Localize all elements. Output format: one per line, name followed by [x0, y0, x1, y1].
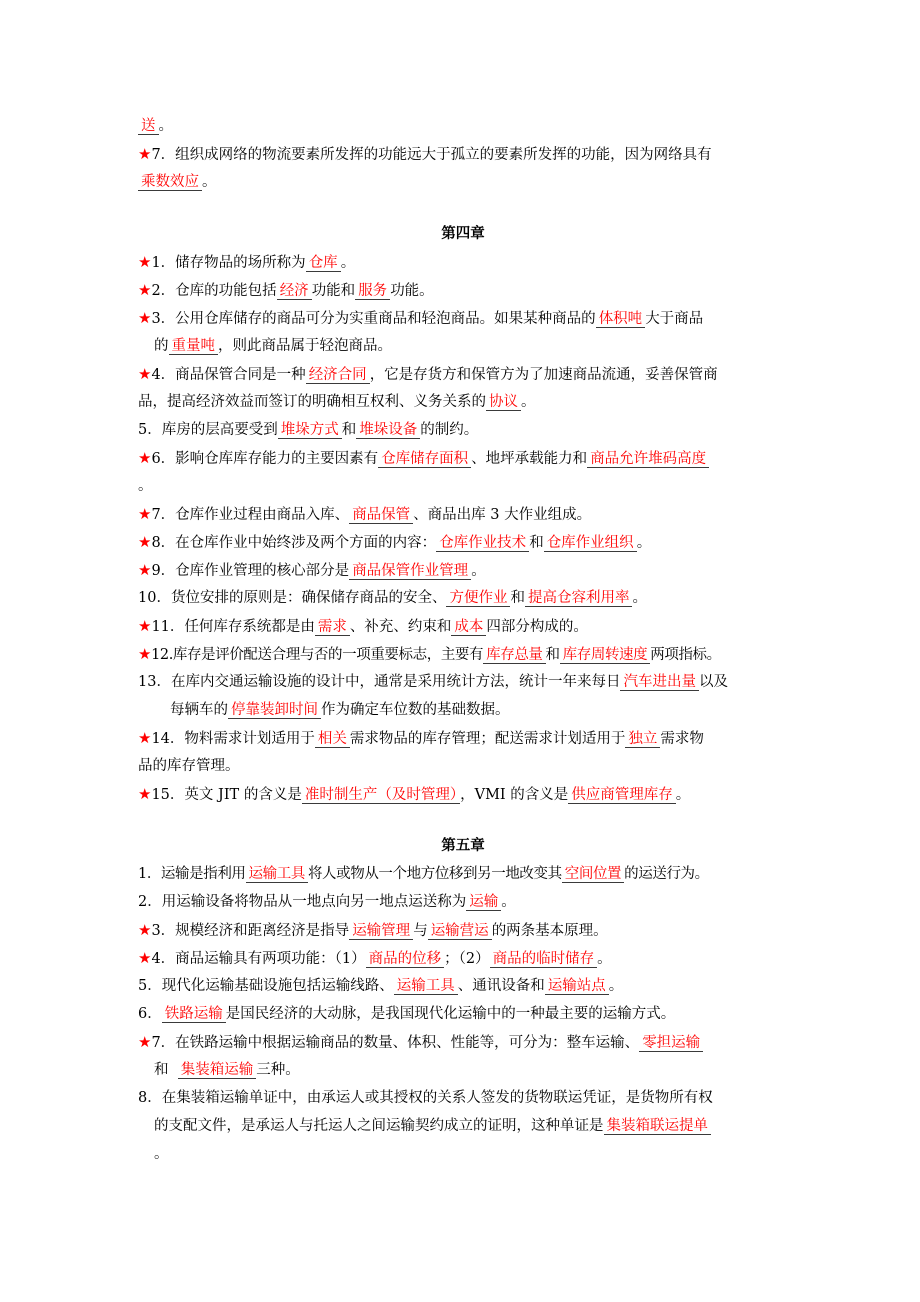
- answer-blank: 商品保管: [349, 507, 413, 524]
- text: 。: [632, 590, 647, 606]
- answer-blank: 经济合同: [306, 367, 370, 384]
- ch5-item-4: [138, 944, 788, 972]
- ch4-item-3-cont: [138, 332, 788, 360]
- ch4-item-9: [138, 556, 788, 584]
- text: 。: [675, 787, 691, 803]
- text: 8．在集装箱运输单证中，由承运人或其授权的关系人签发的货物联运凭证，是货物所有权: [138, 1090, 713, 1106]
- answer-blank: 集装箱联运提单: [604, 1118, 712, 1135]
- star-icon: ★: [138, 281, 152, 299]
- text: 。: [597, 951, 612, 967]
- text: 3．规模经济和距离经济是指导: [151, 923, 350, 939]
- text: 7．在铁路运输中根据运输商品的数量、体积、性能等，可分为：整车运输、: [151, 1035, 640, 1051]
- text: 4．商品运输具有两项功能：（1）: [151, 951, 366, 967]
- answer-blank: 相关: [315, 731, 350, 748]
- text: 。: [340, 255, 356, 271]
- star-icon: ★: [138, 365, 152, 383]
- answer-blank: 仓库作业技术: [436, 535, 529, 552]
- star-icon: ★: [138, 533, 152, 551]
- answer-blank: 供应商管理库存: [568, 787, 676, 804]
- text: 以及: [698, 674, 728, 690]
- text: 的支配文件，是承运人与托运人之间运输契约成立的证明，这种单证是: [154, 1118, 604, 1134]
- ch4-item-7: [138, 500, 788, 528]
- text: 和: [510, 590, 525, 606]
- answer-blank: 运输站点: [545, 978, 609, 995]
- text: 2．用运输设备将物品从一地点向另一地点运送称为: [138, 894, 467, 910]
- ch4-item-13-cont: [138, 696, 788, 724]
- answer-blank: 独立: [625, 731, 660, 748]
- star-icon: ★: [138, 505, 152, 523]
- answer-blank: 停靠装卸时间: [228, 702, 321, 719]
- answer-blank: 堆垛方式: [278, 422, 342, 439]
- text: 9．仓库作业管理的核心部分是: [151, 563, 350, 579]
- text: 的两条基本原理。: [491, 923, 608, 939]
- star-icon: ★: [138, 253, 152, 271]
- answer-blank: 方便作业: [446, 590, 510, 607]
- text: 10．货位安排的原则是：确保储存商品的安全、: [138, 590, 447, 606]
- text: 、商品出库 3 大作业组成。: [413, 507, 592, 523]
- answer-blank: 零担运输: [639, 1035, 703, 1052]
- text: 。: [608, 978, 624, 994]
- star-icon: ★: [138, 449, 152, 467]
- text: 。: [158, 118, 173, 134]
- text: 6．: [138, 1006, 162, 1022]
- ch4-item-4: [138, 360, 788, 388]
- text: 的: [154, 338, 169, 354]
- text: 12.库存是评价配送合理与否的一项重要标志，主要有: [151, 647, 484, 663]
- star-icon: ★: [138, 145, 152, 163]
- text: 和: [341, 422, 357, 438]
- answer-blank: 运输营运: [428, 923, 492, 940]
- star-icon: ★: [138, 309, 152, 327]
- answer-blank: 体积吨: [596, 311, 646, 328]
- text: 每辆车的: [170, 702, 228, 718]
- star-icon: ★: [138, 645, 152, 663]
- ch5-item-3: [138, 916, 788, 944]
- text: 。: [636, 535, 652, 551]
- text: 4．商品保管合同是一种: [151, 367, 306, 383]
- text: 。: [471, 563, 486, 579]
- text: 和: [154, 1062, 169, 1078]
- text: 、补充、约束和: [349, 619, 452, 635]
- answer-blank: 需求: [315, 619, 350, 636]
- text: 2．仓库的功能包括: [151, 283, 277, 299]
- ch5-item-1: [138, 860, 788, 888]
- text: 的运送行为。: [624, 866, 709, 882]
- continuation-line: [138, 112, 788, 140]
- text: 1．运输是指利用: [138, 866, 246, 882]
- ch5-item-8-cont: [138, 1112, 788, 1140]
- text: 功能和: [311, 283, 356, 299]
- answer-blank: 库存总量: [483, 647, 545, 664]
- text: 的制约。: [420, 422, 479, 438]
- text: 和: [529, 535, 544, 551]
- ch5-item-7-cont: [138, 1056, 788, 1084]
- ch5-item-5: [138, 972, 788, 1000]
- ch4-item-10: [138, 584, 788, 612]
- text: 7．组织成网络的物流要素所发挥的功能远大于孤立的要素所发挥的功能，因为网络具有: [151, 147, 712, 163]
- answer-blank: 商品的位移: [366, 951, 445, 968]
- ch4-item-3: [138, 304, 788, 332]
- text: 。: [202, 174, 217, 190]
- answer-blank: 提高仓容利用率: [525, 590, 633, 607]
- text: ；（2）: [444, 951, 490, 967]
- answer-blank: 送: [138, 118, 159, 135]
- star-icon: ★: [138, 785, 152, 803]
- answer-blank: 运输: [466, 894, 501, 911]
- answer-blank: 空间位置: [562, 866, 624, 883]
- text: 将人或物从一个地方位移到另一地改变其: [307, 866, 562, 882]
- ch4-item-5: [138, 416, 788, 444]
- text: 需求物: [660, 731, 704, 747]
- ch4-item-1: [138, 248, 788, 276]
- text: 13．在库内交通运输设施的设计中，通常是采用统计方法，统计一年来每日: [138, 674, 621, 690]
- answer-blank: 商品保管作业管理: [349, 563, 471, 580]
- text: 8．在仓库作业中始终涉及两个方面的内容：: [151, 535, 437, 551]
- chapter-4-title: 第四章: [441, 226, 485, 242]
- text: 5．库房的层高要受到: [138, 422, 278, 438]
- star-icon: ★: [138, 729, 152, 747]
- ch4-item-12: [138, 640, 788, 668]
- ch4-item-2: [138, 276, 788, 304]
- text: 、地坪承载能力和: [471, 451, 588, 467]
- ch4-item-6-cont: [138, 472, 788, 500]
- text: 。: [521, 394, 536, 410]
- answer-blank: 铁路运输: [162, 1006, 226, 1023]
- ch4-item-11: [138, 612, 788, 640]
- text: 。: [138, 478, 153, 494]
- text: 三种。: [256, 1062, 300, 1078]
- ch5-item-8: [138, 1084, 788, 1112]
- answer-blank: 成本: [451, 619, 486, 636]
- answer-blank: 商品允许堆码高度: [587, 451, 709, 468]
- text: ，VMI 的含义是: [460, 787, 569, 803]
- text: 大于商品: [645, 311, 704, 327]
- ch4-item-14: [138, 724, 788, 752]
- text: ，它是存货方和保管方为了加速商品流通，妥善保管商: [369, 367, 718, 383]
- text: 、通讯设备和: [457, 978, 545, 994]
- text: ，则此商品属于轻泡商品。: [218, 338, 392, 354]
- text: 品，提高经济效益而签订的明确相互权利、义务关系的: [138, 394, 486, 410]
- answer-blank: 运输管理: [349, 923, 413, 940]
- answer-blank: 服务: [355, 283, 390, 300]
- text: 7．仓库作业过程由商品入库、: [151, 507, 350, 523]
- chapter-5-title: 第五章: [441, 838, 485, 854]
- text: 15．英文 JIT 的含义是: [151, 787, 302, 803]
- answer-blank: 运输工具: [394, 978, 458, 995]
- text: 14．物料需求计划适用于: [151, 731, 315, 747]
- answer-blank: 重量吨: [169, 338, 219, 355]
- ch4-item-6: [138, 444, 788, 472]
- text: 和: [545, 647, 560, 663]
- star-icon: ★: [138, 949, 152, 967]
- ch5-item-2: [138, 888, 788, 916]
- ch3-item-7: [138, 140, 788, 168]
- text: 。: [154, 1146, 169, 1162]
- text: 四部分构成的。: [486, 619, 588, 635]
- ch4-item-8: [138, 528, 788, 556]
- answer-blank: 仓库作业组织: [544, 535, 637, 552]
- text: 两项指标。: [650, 647, 721, 663]
- text: 11．任何库存系统都是由: [151, 619, 315, 635]
- ch4-item-13: [138, 668, 788, 696]
- star-icon: ★: [138, 617, 152, 635]
- text: 5．现代化运输基础设施包括运输线路、: [138, 978, 394, 994]
- text: 品的库存管理。: [138, 758, 240, 774]
- answer-blank: 经济: [277, 283, 312, 300]
- answer-blank: 准时制生产（及时管理）: [302, 787, 460, 804]
- text: 6．影响仓库库存能力的主要因素有: [151, 451, 379, 467]
- text: 。: [501, 894, 516, 910]
- answer-blank: 堆垛设备: [356, 422, 420, 439]
- ch4-item-15: [138, 780, 788, 808]
- text: 作为确定车位数的基础数据。: [321, 702, 510, 718]
- ch5-item-8-cont2: [138, 1140, 788, 1168]
- answer-blank: 运输工具: [246, 866, 308, 883]
- answer-blank: 库存周转速度: [560, 647, 651, 664]
- answer-blank: 集装箱运输: [178, 1062, 257, 1079]
- answer-blank: 汽车进出量: [620, 674, 699, 691]
- text: 功能。: [390, 283, 434, 299]
- answer-blank: 仓库储存面积: [378, 451, 471, 468]
- text: 1．储存物品的场所称为: [151, 255, 306, 271]
- ch5-item-7: [138, 1028, 788, 1056]
- ch3-item-7-cont: [138, 168, 788, 196]
- answer-blank: 商品的临时储存: [490, 951, 598, 968]
- text: 是国民经济的大动脉，是我国现代化运输中的一种最主要的运输方式。: [225, 1006, 676, 1022]
- document-body: [138, 112, 788, 1168]
- ch4-item-4-cont: [138, 388, 788, 416]
- answer-blank: 仓库: [306, 255, 341, 272]
- text: 与: [413, 923, 428, 939]
- star-icon: ★: [138, 1033, 152, 1051]
- text: 需求物品的库存管理；配送需求计划适用于: [349, 731, 626, 747]
- answer-blank: 协议: [486, 394, 521, 411]
- text: 3．公用仓库储存的商品可分为实重商品和轻泡商品。如果某种商品的: [151, 311, 596, 327]
- answer-blank: 乘数效应: [138, 174, 202, 191]
- ch4-item-14-cont: [138, 752, 788, 780]
- star-icon: ★: [138, 921, 152, 939]
- ch5-item-6: [138, 1000, 788, 1028]
- star-icon: ★: [138, 561, 152, 579]
